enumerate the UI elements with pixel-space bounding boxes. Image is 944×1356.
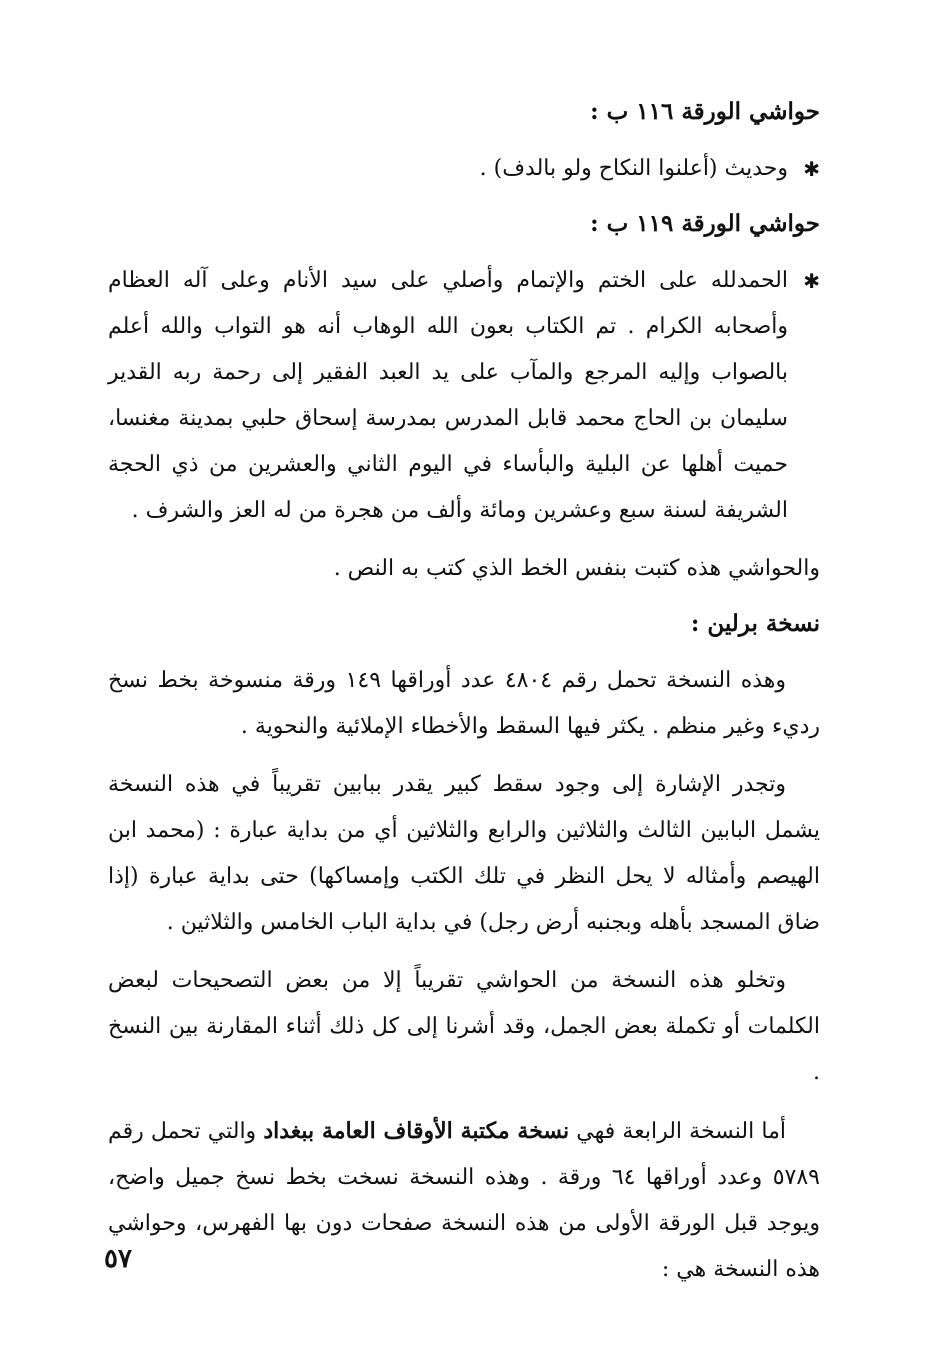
berlin-paragraph-2: وتجدر الإشارة إلى وجود سقط كبير يقدر ببابين تقريباً في هذه النسخة يشمل البابين الثالث والثلاثين والرابع والثلاثين أي من بداية عبارة : (محمد ابن الهيصم وأمثاله لا يحل النظر في تلك الكتب وإمساكها) حتى بداية عبارة (إذا ضاق المسجد بأهله وبجنبه أرض رجل) في بداية الباب الخامس والثلاثين . bbox=[108, 772, 820, 935]
berlin-paragraph-3: وتخلو هذه النسخة من الحواشي تقريباً إلا من بعض التصحيحات لبعض الكلمات أو تكملة بعض الجمل، وقد أشرنا إلى كل ذلك أثناء المقارنة بين النسخ . bbox=[108, 968, 820, 1085]
bullet-text: وحديث (أعلنوا النكاح ولو بالدف) . bbox=[479, 156, 788, 181]
berlin-heading: نسخة برلين : bbox=[690, 610, 820, 637]
fourth-library-name: نسخة مكتبة الأوقاف العامة ببغداد bbox=[263, 1118, 570, 1144]
fourth-rest: والتي تحمل رقم ٥٧٨٩ وعدد أوراقها ٦٤ ورقة . وهذه النسخة نسخت بخط نسخ جميل واضح، ويوجد قبل الورقة الأولى من هذه النسخة صفحات دون بها الفهرس، وحواشي هذه النسخة هي : bbox=[108, 1119, 821, 1282]
page-content bbox=[108, 92, 820, 1305]
fourth-intro: أما النسخة الرابعة فهي bbox=[569, 1119, 786, 1144]
berlin-paragraph-1: وهذه النسخة تحمل رقم ٤٨٠٤ عدد أوراقها ١٤٩ ورقة منسوخة بخط نسخ رديء وغير منظم . يكثر فيها السقط والأخطاء الإملائية والنحوية . bbox=[108, 668, 820, 739]
section-heading-119: حواشي الورقة ١١٩ ب : bbox=[590, 210, 820, 237]
fourth-copy-paragraph bbox=[108, 1108, 820, 1293]
bullet-text: الحمدلله على الختم والإتمام وأصلي على سيد الأنام وعلى آله العظام وأصحابه الكرام . تم الكتاب بعون الله الوهاب أنه هو التواب والله أعلم بالصواب وإليه المرجع والمآب على يد العبد الفقير إلى رحمة ربه القدير سليمان بن الحاج محمد قابل المدرس بمدرسة إسحاق حلبي بمدينة مغنسا، حميت أهلها عن البلية والبأساء في اليوم الثاني والعشرين من ذي الحجة الشريفة لسنة سبع وعشرين ومائة وألف من هجرة من له العز والشرف . bbox=[108, 268, 788, 523]
asterisk-icon: ✱ bbox=[803, 157, 820, 181]
bullet-paragraph-116 bbox=[108, 146, 820, 192]
section-heading-116: حواشي الورقة ١١٦ ب : bbox=[590, 98, 820, 125]
page-number: ٥٧ bbox=[104, 1244, 132, 1274]
bullet-paragraph-119 bbox=[108, 258, 820, 534]
asterisk-icon: ✱ bbox=[803, 269, 820, 293]
note-paragraph: والحواشي هذه كتبت بنفس الخط الذي كتب به النص . bbox=[333, 556, 820, 581]
